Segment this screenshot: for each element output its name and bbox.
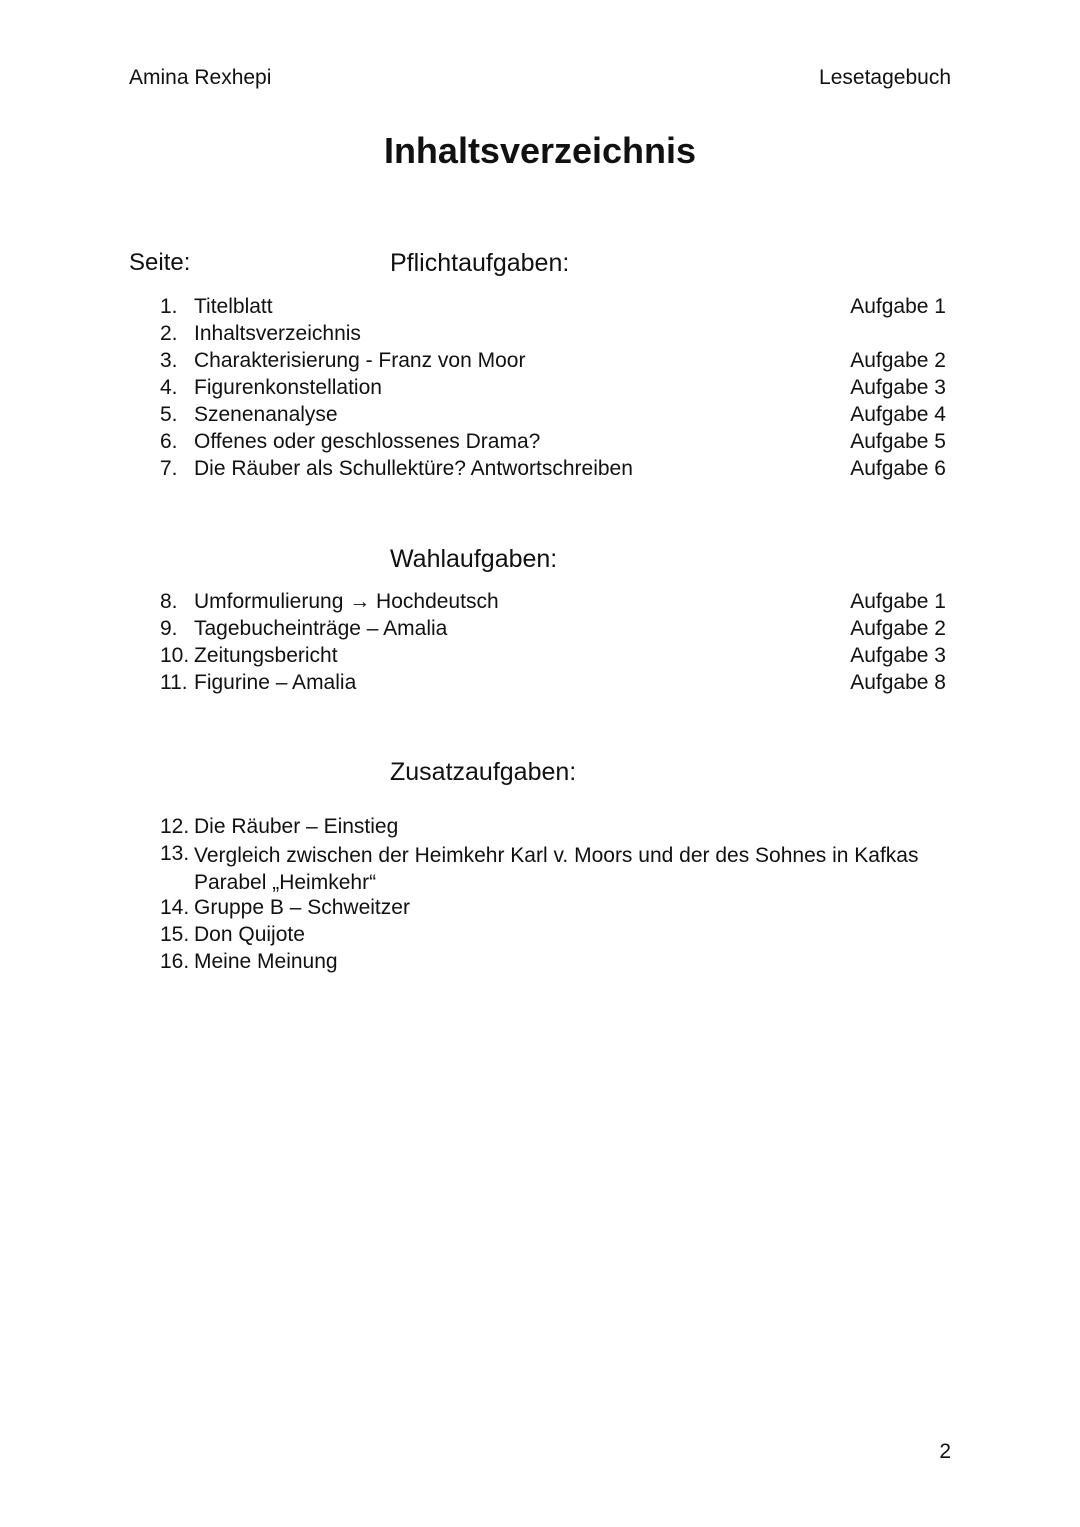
toc-text: Meine Meinung — [194, 950, 338, 973]
toc-text: Inhaltsverzeichnis — [194, 322, 361, 345]
toc-number: 8. — [160, 590, 178, 613]
toc-text: Tagebucheinträge – Amalia — [194, 617, 448, 640]
toc-row — [160, 671, 950, 698]
toc-task: Aufgabe 2 — [850, 349, 946, 372]
toc-text: Figurine – Amalia — [194, 671, 357, 694]
toc-row — [160, 403, 950, 430]
seite-label: Seite: — [129, 249, 191, 276]
toc-row — [160, 590, 950, 617]
toc-number: 16. — [160, 950, 190, 973]
toc-text: Titelblatt — [194, 295, 273, 318]
zusatz-heading: Zusatzaufgaben: — [390, 758, 577, 786]
toc-row — [160, 295, 950, 322]
toc-task: Aufgabe 3 — [850, 376, 946, 399]
author-name: Amina Rexhepi — [129, 66, 272, 89]
toc-task: Aufgabe 1 — [850, 295, 946, 318]
toc-task: Aufgabe 4 — [850, 403, 946, 426]
pflicht-heading: Pflichtaufgaben: — [390, 249, 570, 277]
toc-row — [160, 457, 950, 484]
page-title: Inhaltsverzeichnis — [383, 130, 697, 171]
toc-number: 2. — [160, 322, 178, 345]
toc-task: Aufgabe 3 — [850, 644, 946, 667]
page-number: 2 — [939, 1440, 951, 1463]
toc-row — [160, 815, 950, 842]
toc-number: 4. — [160, 376, 178, 399]
wahl-heading: Wahlaufgaben: — [390, 545, 558, 573]
toc-row — [160, 349, 950, 376]
toc-number: 6. — [160, 430, 178, 453]
toc-text: Szenenanalyse — [194, 403, 338, 426]
toc-task: Aufgabe 5 — [850, 430, 946, 453]
toc-text: Gruppe B – Schweitzer — [194, 896, 410, 919]
toc-text: Die Räuber als Schullektüre? Antwortschreiben — [194, 457, 633, 480]
toc-number: 10. — [160, 644, 190, 667]
toc-number: 11. — [160, 671, 188, 694]
toc-row — [160, 950, 950, 977]
toc-number: 15. — [160, 923, 190, 946]
toc-number: 12. — [160, 815, 190, 838]
toc-task: Aufgabe 2 — [850, 617, 946, 640]
toc-text: Vergleich zwischen der Heimkehr Karl v. Moors und der des Sohnes in Kafkas Parabel „Heimkehr“ — [194, 844, 919, 894]
toc-text: Zeitungsbericht — [194, 644, 338, 667]
toc-text: Die Räuber – Einstieg — [194, 815, 399, 838]
toc-number: 13. — [160, 842, 190, 865]
toc-number: 5. — [160, 403, 178, 426]
toc-number: 14. — [160, 896, 190, 919]
toc-row — [160, 322, 950, 349]
toc-task: Aufgabe 6 — [850, 457, 946, 480]
toc-row — [160, 842, 950, 896]
toc-text: Offenes oder geschlossenes Drama? — [194, 430, 541, 453]
toc-text: Umformulierung → Hochdeutsch — [194, 590, 499, 613]
toc-number: 9. — [160, 617, 178, 640]
toc-row — [160, 644, 950, 671]
toc-number: 7. — [160, 457, 178, 480]
toc-row — [160, 430, 950, 457]
toc-row — [160, 896, 950, 923]
document-title: Lesetagebuch — [819, 66, 951, 89]
toc-row — [160, 923, 950, 950]
toc-row — [160, 376, 950, 403]
toc-row — [160, 617, 950, 644]
toc-number: 1. — [160, 295, 178, 318]
toc-text: Figurenkonstellation — [194, 376, 382, 399]
toc-text: Charakterisierung - Franz von Moor — [194, 349, 526, 372]
toc-task: Aufgabe 8 — [850, 671, 946, 694]
toc-number: 3. — [160, 349, 178, 372]
toc-text: Don Quijote — [194, 923, 305, 946]
toc-task: Aufgabe 1 — [850, 590, 946, 613]
